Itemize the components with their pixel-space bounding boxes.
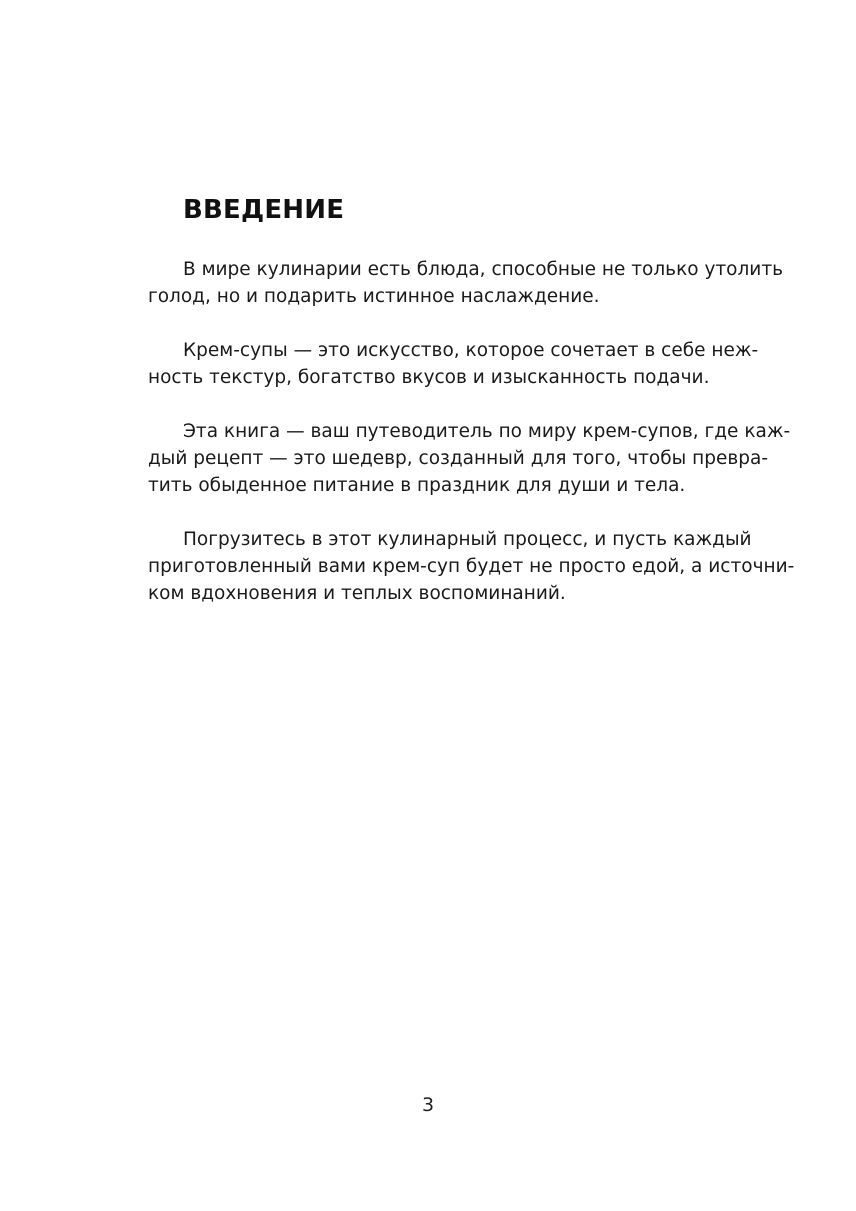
body-text [148, 256, 795, 634]
text-line: Эта книга — ваш путеводитель по миру крем-супов, где каж- [183, 421, 791, 442]
page-number: 3 [421, 1094, 435, 1116]
paragraph-4 [148, 526, 795, 607]
paragraph-1 [148, 256, 784, 310]
paragraph-2 [148, 337, 759, 391]
text-line: ность текстур, богатство вкусов и изысканность подачи. [148, 367, 710, 388]
text-line: В мире кулинарии есть блюда, способные не только утолить [183, 259, 784, 280]
text-line: голод, но и подарить истинное наслаждение. [148, 286, 600, 307]
text-line: ком вдохновения и теплых воспоминаний. [148, 583, 566, 604]
text-line: Погрузитесь в этот кулинарный процесс, и пусть каждый [183, 529, 752, 550]
text-line: тить обыденное питание в праздник для души и тела. [148, 475, 686, 496]
paragraph-3 [148, 418, 791, 499]
text-line: приготовленный вами крем-суп будет не просто едой, а источни- [148, 556, 795, 577]
text-line: Крем-супы — это искусство, которое сочетает в себе неж- [183, 340, 759, 361]
text-line: дый рецепт — это шедевр, созданный для того, чтобы превра- [148, 448, 769, 469]
page-title: ВВЕДЕНИЕ [183, 195, 345, 225]
